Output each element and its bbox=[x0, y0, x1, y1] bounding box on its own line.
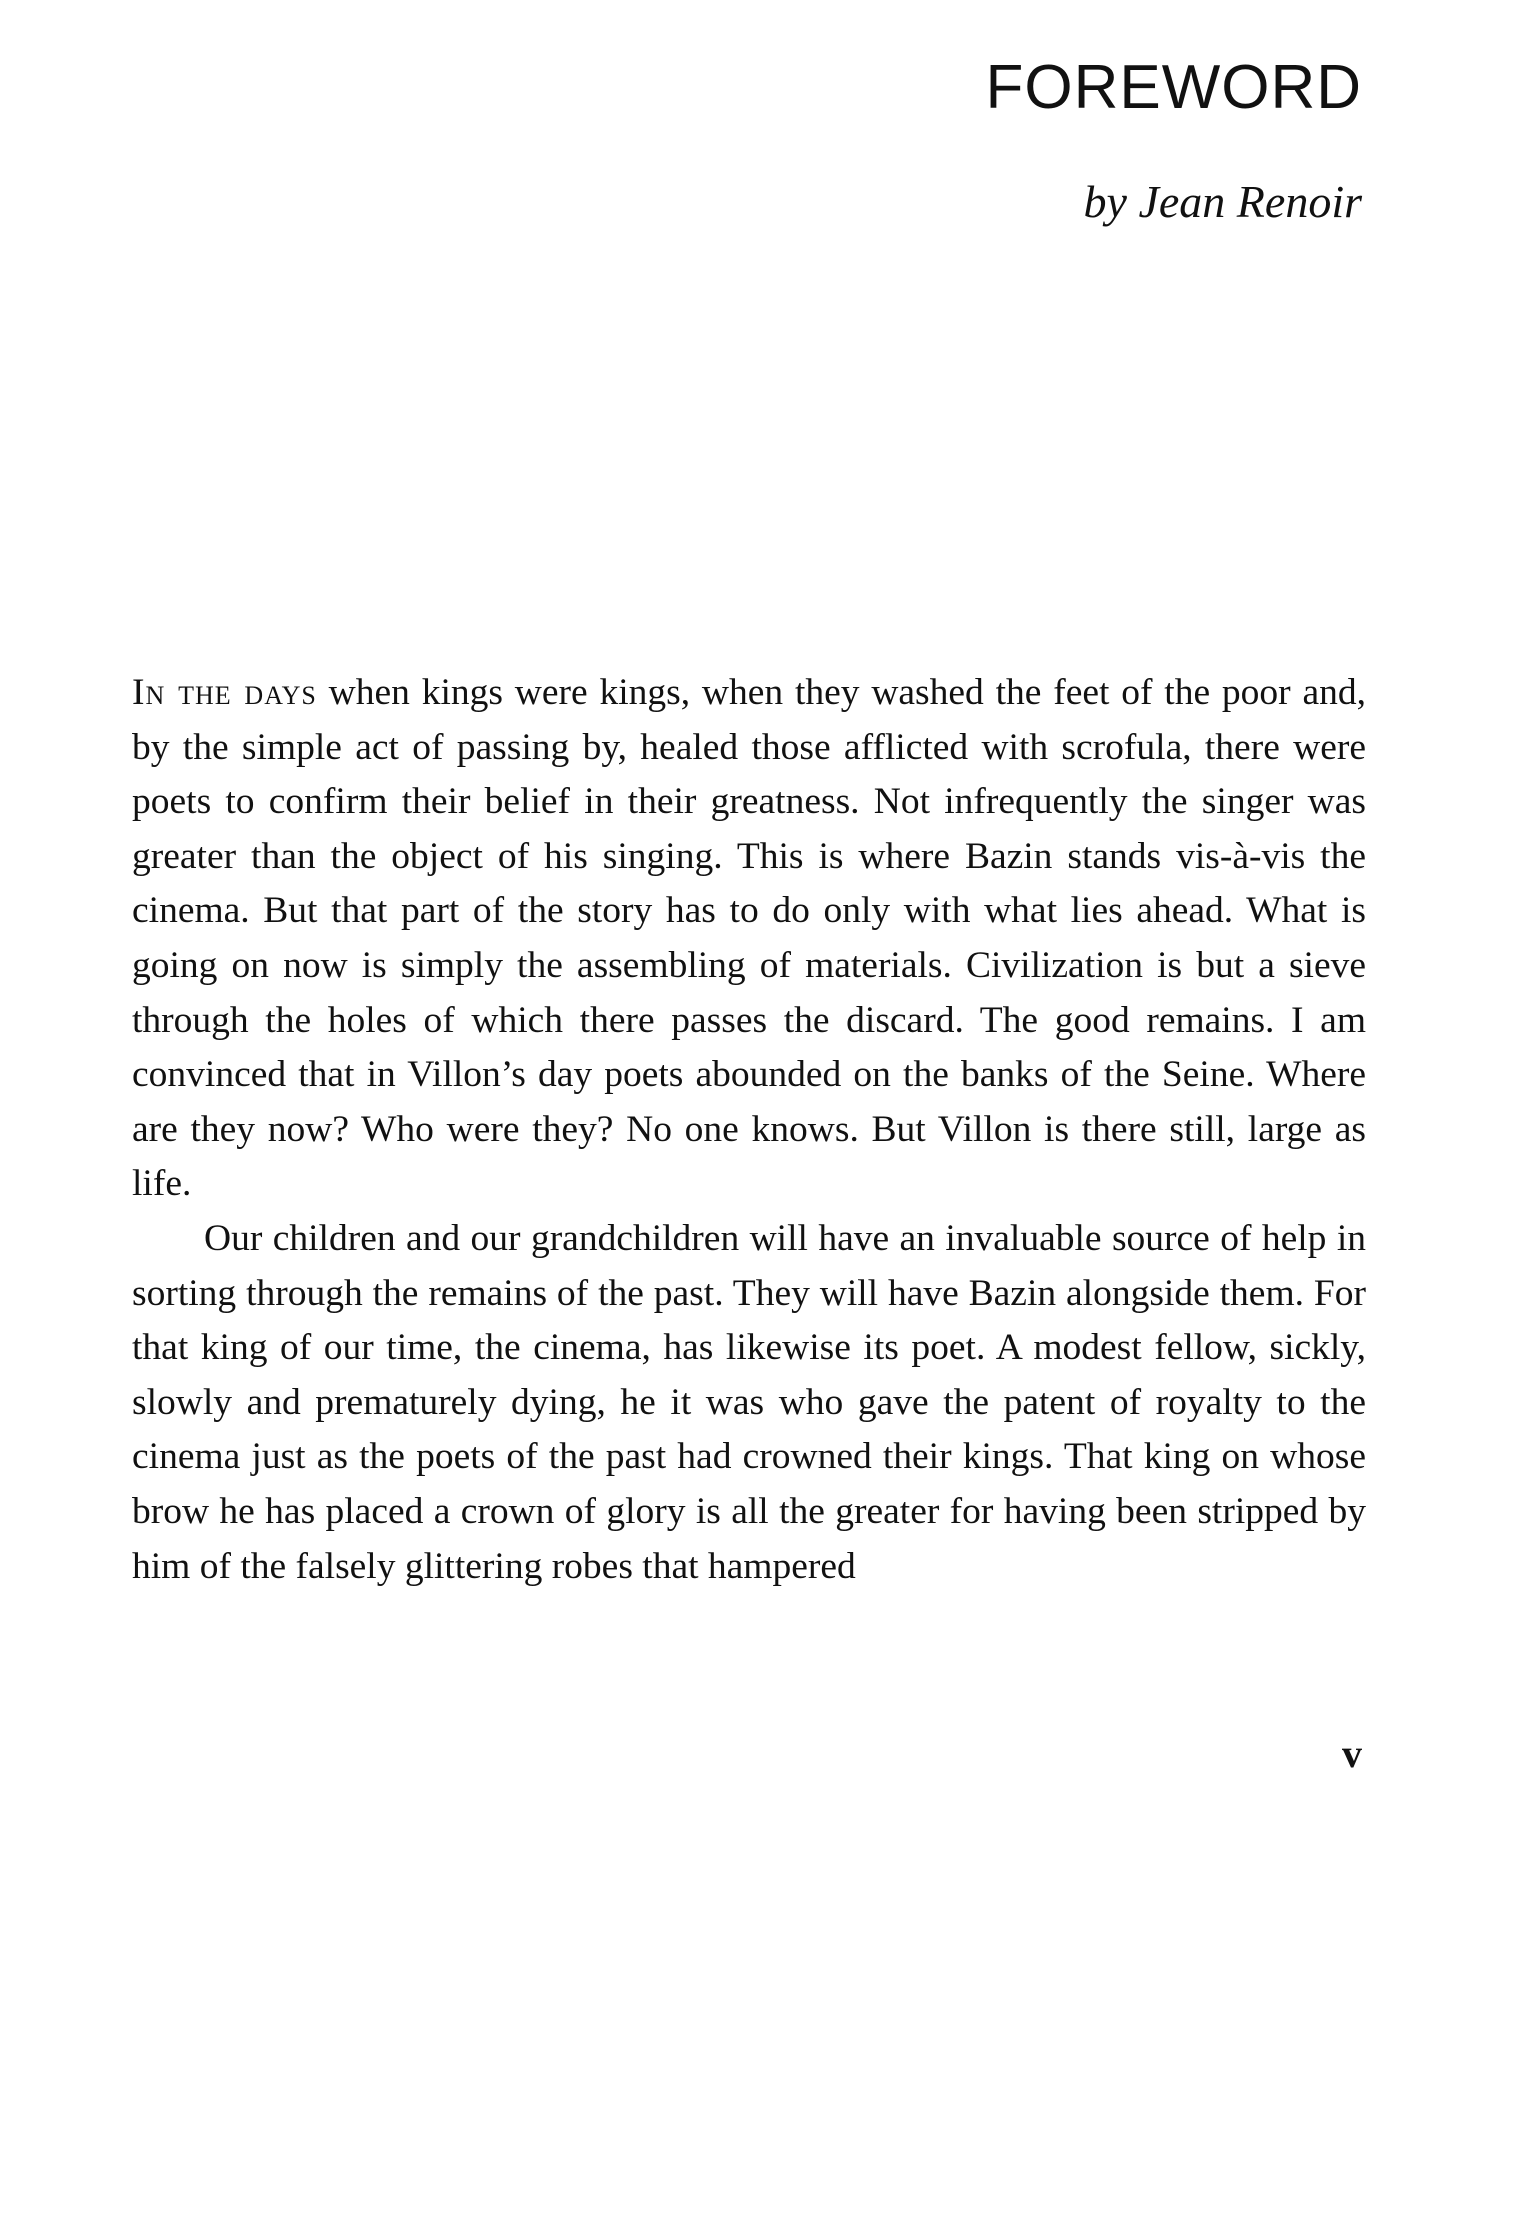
author-byline: by Jean Renoir bbox=[1083, 176, 1362, 227]
chapter-title: FOREWORD bbox=[985, 53, 1362, 122]
page-number: v bbox=[1342, 1731, 1362, 1776]
paragraph-2: Our children and our grandchildren will have an invaluable source of help in sorting through the remains of the past. They will have Bazin alongside them. For that king of our time, the cinema, has likewise its poet. A modest fellow, sickly, slowly and prematurely dying, he it was who gave the patent of royalty to the cinema just as the poets of the past had crowned their kings. That king on whose brow he has placed a crown of glory is all the greater for having been stripped by him of the falsely glittering robes that hampered bbox=[132, 1217, 1366, 1587]
paragraph-1-text: when kings were kings, when they washed the feet of the poor and, by the simple act of passing by, healed those afflicted with scrofula, there were poets to confirm their belief in their greatness. Not infrequently the singer was greater than the object of his singing. This is where Bazin stands vis-à-vis the cinema. But that part of the story has to do only with what lies ahead. What is going on now is simply the assembling of materials. Civilization is but a sieve through the holes of which there passes the discard. The good remains. I am convinced that in Villon’s day poets abounded on the banks of the Seine. Where are they now? Who were they? No one knows. But Villon is there still, large as life. bbox=[132, 672, 1366, 1205]
body-text bbox=[132, 666, 1366, 1594]
opening-small-caps: In the days bbox=[132, 672, 317, 713]
paragraph-1 bbox=[132, 666, 1366, 1212]
